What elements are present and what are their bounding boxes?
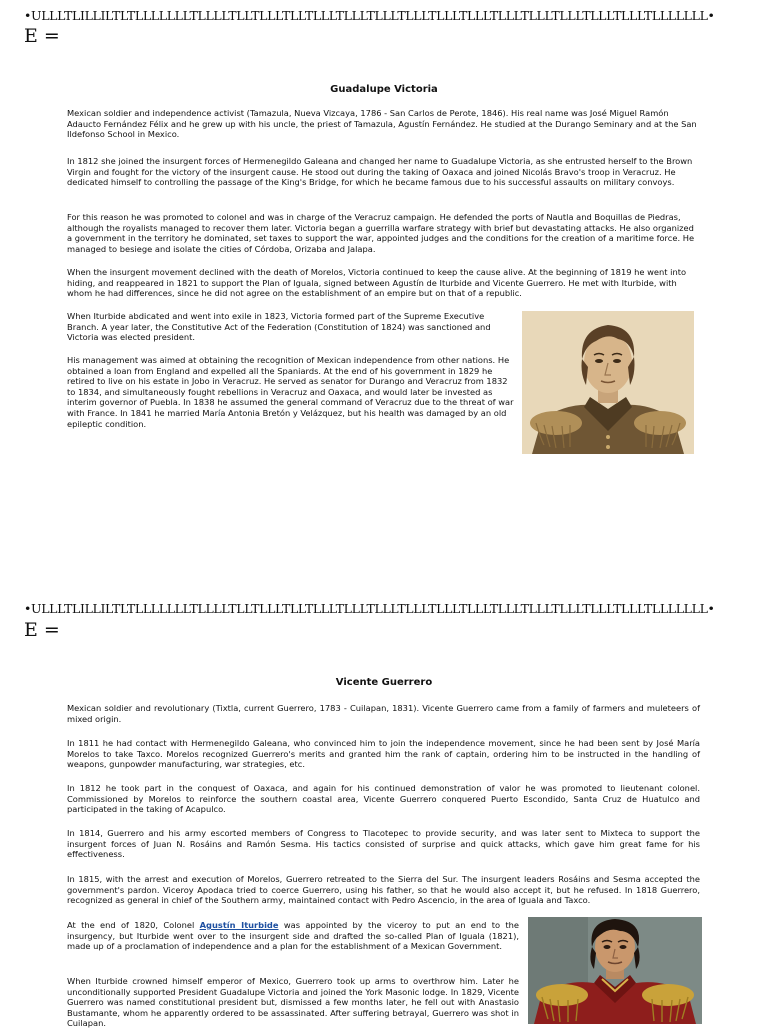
paragraph: His management was aimed at obtaining the recognition of Mexican independence from other nations. He obtained a loan from England and expelled all the Spaniards. At the end of his government in 1829 he retired to live on his estate in Jobo in Veracruz. He served as senator for Durango and Veracruz from 1832 to 1834, and simultaneously fought rebellions in Veracruz and Oaxaca, and would later be invested as interim governor of Puebla. In 1838 he assumed the general command of Veracruz due to the threat of war with France. In 1841 he married María Antonia Bretón y Velázquez, but his health was damaged by an old epileptic condition. <box>67 355 514 429</box>
paragraph-text: At the end of 1820, Colonel <box>67 920 200 930</box>
paragraph: In 1811 he had contact with Hermenegildo Galeana, who convinced him to join the independence movement, since he had been sent by José María Morelos to take Taxco. Morelos recognized Guerrero's merits and granted him the rank of captain, ordering him to be instructed in the handling of weapons, gunpowder manufacturing, war strategies, etc. <box>67 738 700 770</box>
guadalupe-victoria-portrait <box>522 311 694 454</box>
paragraph <box>67 920 519 952</box>
agustin-iturbide-link[interactable]: Agustín Iturbide <box>199 920 279 930</box>
paragraph: When the insurgent movement declined with the death of Morelos, Victoria continued to keep the cause alive. At the beginning of 1819 he went into hiding, and reappeared in 1821 to support the Plan of Iguala, signed between Agustín de Iturbide and Vicente Guerrero. He met with Iturbide, with whom he had differences, since he did not agree on the establishment of an empire but on that of a republic. <box>67 267 687 299</box>
header-garbled-line: •ULLLTLILLILTLTLLLLLLLTLLLLTLLTLLLTLLTLLLTLLLTLLLTLLLTLLLTLLLTLLLTLLLTLLLTLLLTLLLTLLLLLLL• <box>24 601 715 616</box>
vicente-guerrero-portrait <box>528 917 702 1024</box>
paragraph: In 1812 he took part in the conquest of Oaxaca, and again for his continued demonstration of valor he was promoted to lieutenant colonel. Commissioned by Morelos to reinforce the southern coastal area, Vicente Guerrero conquered Puerto Escondido, Santa Cruz de Huatulco and participated in the taking of Acapulco. <box>67 783 700 815</box>
header-equation: E = <box>24 25 60 47</box>
paragraph-text: was appointed by the viceroy to put an end to the insurgency, but Iturbide went over to the insurgent side and drafted the so-called Plan of Iguala (1821), made up of a proclamation of independence and a plan for the establishment of a Mexican Government. <box>67 920 520 952</box>
header-garbled-line: •ULLLTLILLILTLTLLLLLLLTLLLLTLLTLLLTLLTLLLTLLLTLLLTLLLTLLLTLLLTLLLTLLLTLLLTLLLTLLLTLLLLLLL• <box>24 8 715 23</box>
header-equation: E = <box>24 619 60 641</box>
paragraph: Mexican soldier and revolutionary (Tixtla, current Guerrero, 1783 - Cuilapan, 1831). Vicente Guerrero came from a family of farmers and muleteers of mixed origin. <box>67 703 700 724</box>
paragraph: Mexican soldier and independence activist (Tamazula, Nueva Vizcaya, 1786 - San Carlos de Perote, 1846). His real name was José Miguel Ramón Adaucto Fernández Félix and he grew up with his uncle, the priest of Tamazula, Agustín Fernández. He studied at the Durango Seminary and at the San Ildefonso School in Mexico. <box>67 108 697 140</box>
paragraph: When Iturbide crowned himself emperor of Mexico, Guerrero took up arms to overthrow him. Later he unconditionally supported President Guadalupe Victoria and joined the York Masonic lodge. In 1829, Vicente Guerrero was named constitutional president but, dismissed a few months later, he fell out with Anastasio Bustamante, whom he apparently ordered to be assassinated. After suffering betrayal, Guerrero was shot in Cuilapan. <box>67 976 519 1029</box>
paragraph: In 1812 she joined the insurgent forces of Hermenegildo Galeana and changed her name to Guadalupe Victoria, as she entrusted herself to the Brown Virgin and fought for the victory of the insurgent cause. He stood out during the taking of Oaxaca and joined Nicolás Bravo's troop in Veracruz. He dedicated himself to controlling the passage of the King's Bridge, for which he became famous due to his successful assaults on military convoys. <box>67 156 693 188</box>
page-title: Guadalupe Victoria <box>330 84 438 95</box>
page-title: Vicente Guerrero <box>335 677 433 688</box>
paragraph: In 1815, with the arrest and execution of Morelos, Guerrero retreated to the Sierra del Sur. The insurgent leaders Rosáins and Sesma accepted the government's pardon. Viceroy Apodaca tried to coerce Guerrero, using his father, so that he would also accept it, but he refused. In 1818 Guerrero, recognized as general in chief of the Southern army, maintained contact with Pedro Ascencio, in the area of Iguala and Taxco. <box>67 874 700 906</box>
paragraph: When Iturbide abdicated and went into exile in 1823, Victoria formed part of the Supreme Executive Branch. A year later, the Constitutive Act of the Federation (Constitution of 1824) was sanctioned and Victoria was elected president. <box>67 311 491 343</box>
paragraph: In 1814, Guerrero and his army escorted members of Congress to Tlacotepec to provide security, and was later sent to Mixteca to support the insurgent forces of Juan N. Rosáins and Ramón Sesma. His tactics consisted of surprise and quick attacks, which gave him great fame for his effectiveness. <box>67 828 700 860</box>
paragraph: For this reason he was promoted to colonel and was in charge of the Veracruz campaign. He defended the ports of Nautla and Boquillas de Piedras, although the royalists managed to recover them later. Victoria began a guerrilla warfare strategy with brief but devastating attacks. He also organized a government in the territory he dominated, set taxes to support the war, appointed judges and the conditions for the creation of a maritime force. He managed to besiege and isolate the cities of Córdoba, Orizaba and Jalapa. <box>67 212 695 254</box>
